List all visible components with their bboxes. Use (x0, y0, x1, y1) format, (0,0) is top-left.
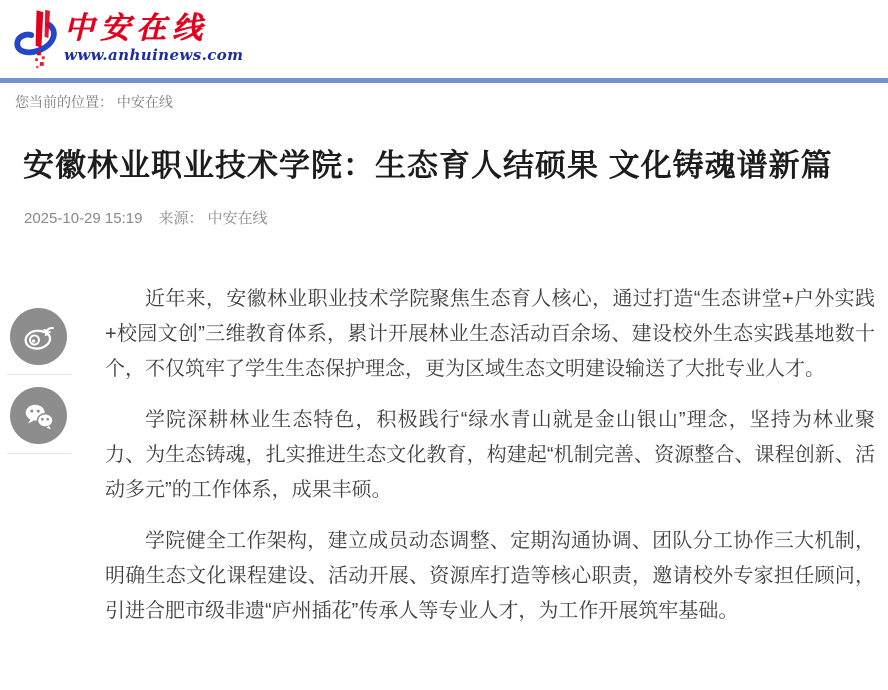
source-label: 来源： (158, 210, 204, 227)
share-wechat-button[interactable] (10, 387, 67, 444)
article-body (105, 282, 875, 629)
weibo-icon (22, 320, 56, 354)
site-header (0, 0, 888, 78)
logo-text-block (64, 8, 243, 64)
article-title: 安徽林业职业技术学院：生态育人结硕果 文化铸魂谱新篇 (23, 148, 833, 183)
share-weibo-button[interactable] (10, 308, 67, 365)
share-toolbar (10, 308, 90, 466)
breadcrumb-home-link[interactable]: 中安在线 (116, 94, 173, 110)
breadcrumb (15, 92, 888, 112)
article-meta (24, 210, 888, 228)
source-name: 中安在线 (207, 210, 268, 227)
publish-datetime: 2025-10-29 15:19 (24, 210, 143, 227)
article-main (0, 144, 888, 629)
article-paragraph-1: 近年来，安徽林业职业技术学院聚焦生态育人核心，通过打造“生态讲堂+户外实践+校园文创”三维教育体系，累计开展林业生态活动百余场、建设校外生态实践基地数十个，不仅筑牢了学生生态保护理念，更为区域生态文明建设输送了大批专业人才。 (105, 288, 875, 380)
article-paragraph-2: 学院深耕林业生态特色，积极践行“绿水青山就是金山银山”理念，坚持为林业聚力、为生态铸魂，扎实推进生态文化教育，构建起“机制完善、资源整合、课程创新、活动多元”的工作体系，成果丰硕。 (105, 409, 875, 501)
article-paragraph-3: 学院健全工作架构，建立成员动态调整、定期沟通协调、团队分工协作三大机制，明确生态文化课程建设、活动开展、资源库打造等核心职责，邀请校外专家担任顾问，引进合肥市级非遗“庐州插花”传承人等专业人才，为工作开展筑牢基础。 (105, 530, 875, 622)
share-divider (7, 374, 71, 375)
header-divider (0, 78, 888, 83)
share-divider (7, 453, 71, 454)
anhuinews-swoosh-icon (14, 8, 62, 70)
wechat-icon (22, 399, 56, 433)
logo-site-name: 中安在线 (64, 11, 208, 46)
article-content-row (0, 282, 888, 629)
logo-site-url: www.anhuinews.com (64, 46, 244, 64)
site-logo-link[interactable] (14, 8, 244, 70)
breadcrumb-label: 您当前的位置： (15, 94, 113, 110)
